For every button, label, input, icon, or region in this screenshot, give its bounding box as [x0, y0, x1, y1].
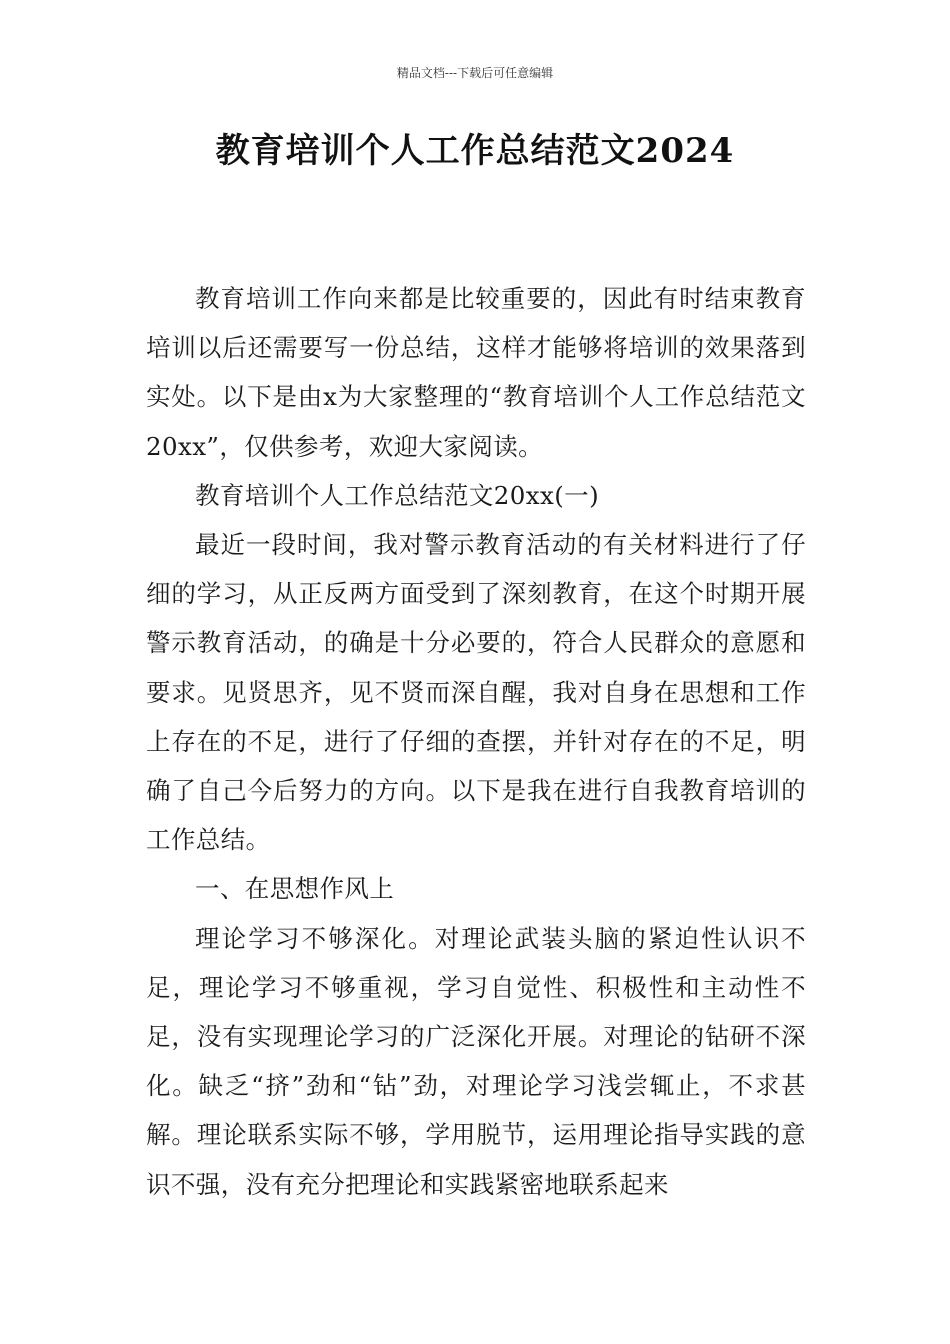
- subsection-heading-thought-style: 一、在思想作风上: [195, 874, 395, 904]
- document-title: 教育培训个人工作总结范文2024: [215, 131, 735, 171]
- section-heading-example-one: 教育培训个人工作总结范文20xx(一): [195, 480, 600, 510]
- body-paragraph: 最近一段时间，我对警示教育活动的有关材料进行了仔细的学习，从正反两方面受到了深刻教育，在这个时期开展警示教育活动，的确是十分必要的，符合人民群众的意愿和要求。见贤思齐，见不贤而深自醒，我对自身在思想和工作上存在的不足，进行了仔细的查摆，并针对存在的不足，明确了自己今后努力的方向。以下是我在进行自我教育培训的工作总结。: [146, 530, 806, 855]
- intro-paragraph: 教育培训工作向来都是比较重要的，因此有时结束教育培训以后还需要写一份总结，这样才能够将培训的效果落到实处。以下是由x为大家整理的“教育培训个人工作总结范文20xx”，仅供参考，欢迎大家阅读。: [146, 284, 806, 461]
- document-body: [146, 274, 806, 1209]
- body-paragraph: 理论学习不够深化。对理论武装头脑的紧迫性认识不足，理论学习不够重视，学习自觉性、积极性和主动性不足，没有实现理论学习的广泛深化开展。对理论的钻研不深化。缺乏“挤”劲和“钻”劲，对理论学习浅尝辄止，不求甚解。理论联系实际不够，学用脱节，运用理论指导实践的意识不强，没有充分把理论和实践紧密地联系起来: [146, 923, 806, 1199]
- header-note: 精品文档---下载后可任意编辑: [396, 66, 554, 80]
